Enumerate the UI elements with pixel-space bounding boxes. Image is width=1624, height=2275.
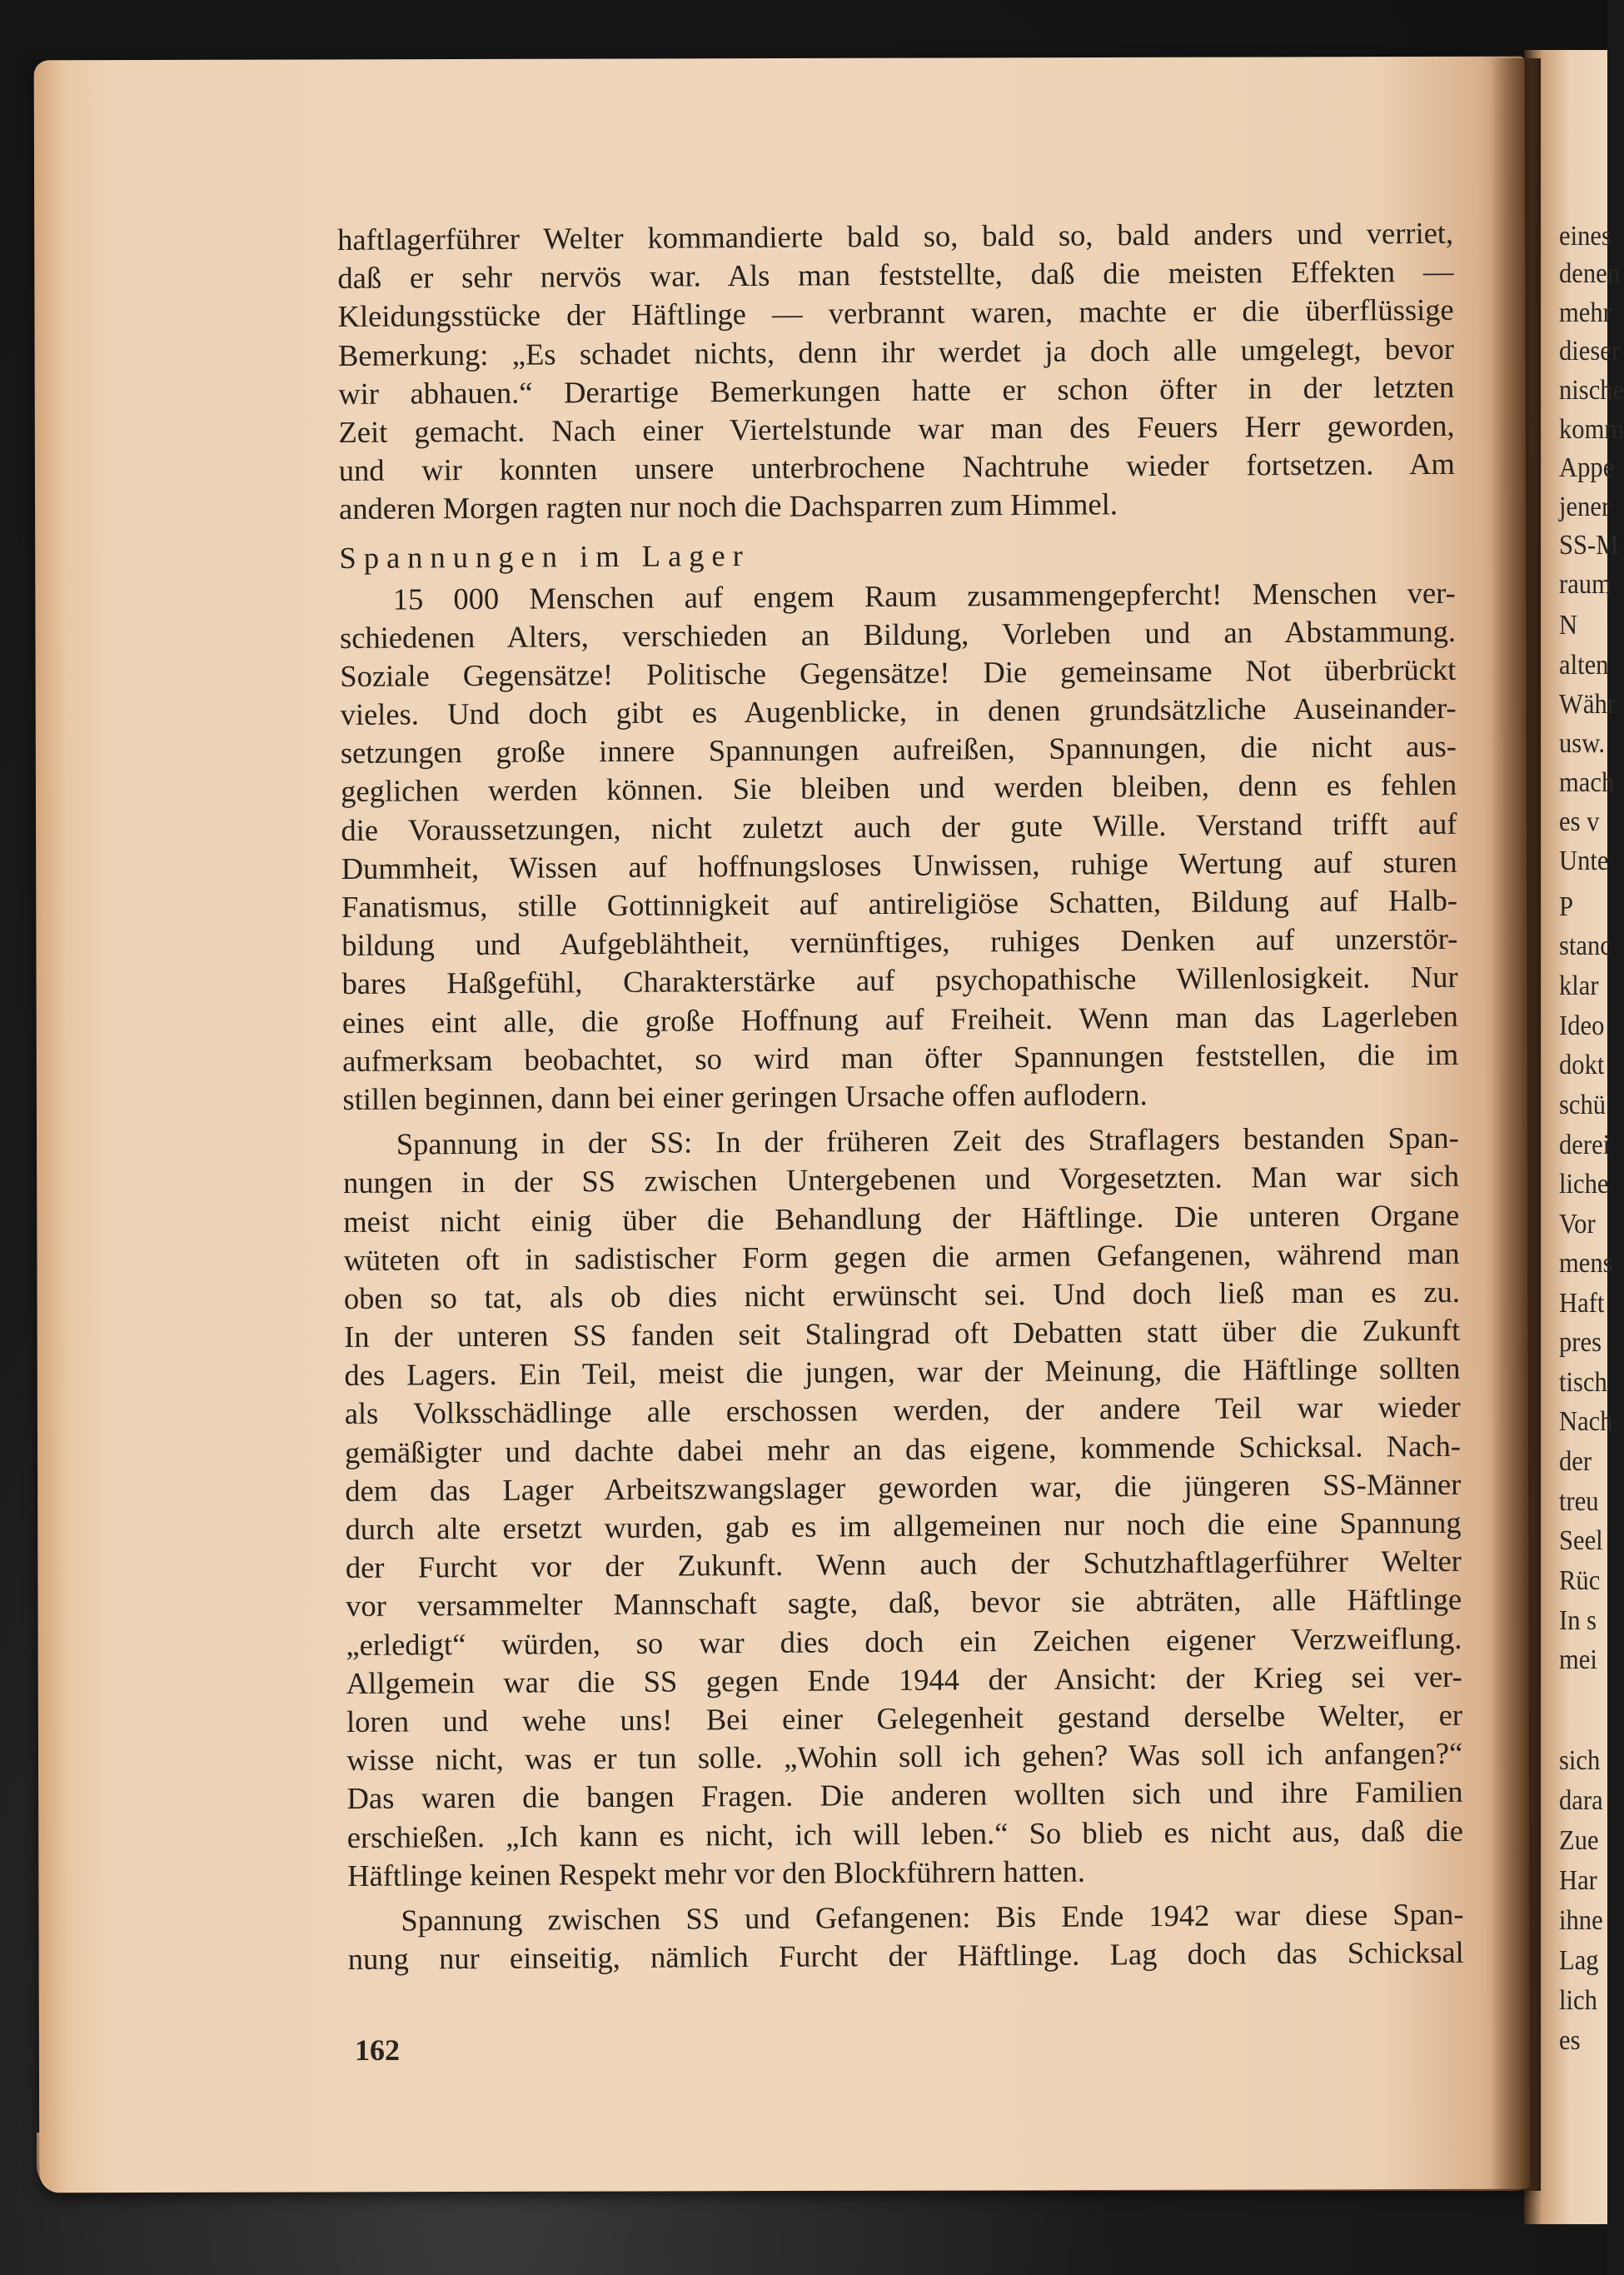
text-line: nung nur einseitig, nämlich Furcht der Häftlinge. Lag doch das Schicksal [347, 1934, 1464, 1977]
text-line: erschießen. „Ich kann es nicht, ich will leben.“ So blieb es nicht aus, daß die [346, 1813, 1463, 1854]
text-line: schiedenen Alters, verschieden an Bildung, Vorleben und an Abstammung. [339, 613, 1457, 655]
text-line: meist nicht einig über die Behandlung der Häftlinge. Die unteren Organe [343, 1197, 1460, 1239]
right-page-fragment: denen [1559, 258, 1621, 289]
text-line: Fanatismus, stille Gottinnigkeit auf antireligiöse Schatten, Bildung auf Halb- [341, 882, 1458, 924]
text-line: „erledigt“ würden, so war dies doch ein Zeichen eigener Verzweiflung. [346, 1620, 1462, 1662]
right-page-fragment: mehr [1559, 297, 1612, 328]
right-page-fragment: P [1559, 891, 1574, 922]
right-page-fragment: Zue [1559, 1825, 1599, 1856]
right-page-fragment: sich [1559, 1745, 1601, 1776]
right-page-fragment: eines [1559, 221, 1612, 252]
right-page-fragment: pres [1559, 1327, 1602, 1358]
right-page-fragment: dokt [1559, 1050, 1605, 1080]
text-line: Häftlinge keinen Respekt mehr vor den Blockführern hatten. [347, 1853, 1086, 1893]
right-page-fragment: Ideo [1559, 1010, 1605, 1041]
intro-paragraph [337, 214, 1455, 529]
paragraph-1 [340, 573, 1459, 1119]
right-page-fragment: In s [1559, 1605, 1597, 1636]
text-line: wir abhauen.“ Derartige Bemerkungen hatte er schon öfter in der letzten [338, 369, 1455, 411]
right-page-fragment: es [1559, 2025, 1581, 2056]
right-page-fragment: schü [1559, 1090, 1607, 1120]
text-line: vor versammelter Mannschaft sagte, daß, bevor sie abträten, alle Häftlinge [346, 1582, 1462, 1624]
text-line: wüteten oft in sadistischer Form gegen die armen Gefangenen, während man [343, 1235, 1460, 1277]
text-line: und wir konnten unsere unterbrochene Nachtruhe wieder fortsetzen. Am [338, 446, 1455, 488]
right-page-fragment: klar [1559, 970, 1599, 1001]
right-page-fragment: treu [1559, 1486, 1599, 1517]
right-page-fragment: der [1559, 1446, 1592, 1477]
right-page-fragment: mach [1559, 767, 1615, 798]
right-page-fragment: Rüc [1559, 1565, 1601, 1596]
text-line: 15 000 Menschen auf engem Raum zusammengepfercht! Menschen ver- [392, 575, 1456, 616]
text-line: bildung und Aufgeblähtheit, vernünftiges, ruhiges Denken auf unzerstör- [341, 920, 1458, 963]
page-text-block [337, 214, 1464, 1978]
right-page-fragment: dieser [1559, 336, 1621, 367]
section-heading: Spannungen im Lager [339, 537, 750, 575]
text-line: Soziale Gegensätze! Politische Gegensätze! Die gemeinsame Not überbrückt [340, 651, 1457, 693]
page-number: 162 [355, 2033, 400, 2067]
text-line: geglichen werden können. Sie bleiben und werden bleiben, denn es fehlen [341, 767, 1457, 809]
right-page-fragment: raum [1559, 569, 1612, 600]
right-page-fragment: komm [1559, 414, 1624, 445]
paragraph-2 [343, 1119, 1464, 1895]
text-line: aufmerksam beobachtet, so wird man öfter Spannungen feststellen, die im [342, 1036, 1459, 1078]
right-page-fragment: jener [1559, 491, 1611, 522]
text-line: wisse nicht, was er tun solle. „Wohin soll ich gehen? Was soll ich anfangen?“ [346, 1735, 1463, 1778]
text-line: vieles. Und doch gibt es Augenblicke, in denen grundsätzliche Auseinander- [340, 690, 1457, 732]
text-line: Dummheit, Wissen auf hoffnungsloses Unwissen, ruhige Wertung auf sturen [341, 844, 1457, 886]
right-page-fragment: nische [1559, 375, 1624, 406]
right-page-fragment: Unte [1559, 846, 1609, 876]
text-line: Bemerkung: „Es schadet nichts, denn ihr werdet ja doch alle umgelegt, bevor [337, 331, 1455, 372]
right-page-fragment: Har [1559, 1865, 1597, 1896]
text-line: des Lagers. Ein Teil, meist die jungen, war der Meinung, die Häftlinge sollten [344, 1351, 1461, 1393]
text-line: nungen in der SS zwischen Untergebenen und Vorgesetzten. Man war sich [342, 1159, 1460, 1200]
right-page-fragment: liche [1559, 1169, 1609, 1200]
text-line: stillen beginnen, dann bei einer geringen Ursache offen auflodern. [342, 1077, 1148, 1116]
right-page-fragment: Haft [1559, 1288, 1605, 1319]
text-line: Zeit gemacht. Nach einer Viertelstunde war man des Feuers Herr geworden, [338, 407, 1455, 449]
text-line: setzungen große innere Spannungen aufreißen, Spannungen, die nicht aus- [340, 729, 1457, 771]
right-page-fragment: alten [1559, 650, 1609, 681]
text-line: gemäßigter und dachte dabei mehr an das eigene, kommende Schicksal. Nach- [344, 1428, 1462, 1469]
text-line: Allgemein war die SS gegen Ende 1944 der Ansicht: der Krieg sei ver- [346, 1659, 1462, 1700]
text-line: Spannung zwischen SS und Gefangenen: Bis Ende 1942 war diese Span- [401, 1896, 1464, 1938]
text-line: dem das Lager Arbeitszwangslager geworden war, die jüngeren SS-Männer [345, 1466, 1462, 1508]
text-line: Spannung in der SS: In der früheren Zeit des Straflagers bestanden Span- [396, 1120, 1459, 1161]
right-page-fragment: Währ [1559, 689, 1616, 720]
text-line: bares Haßgefühl, Charakterstärke auf psychopathische Willenlosigkeit. Nur [341, 960, 1458, 1001]
text-line: als Volksschädlinge alle erschossen werden, der andere Teil war wieder [344, 1389, 1461, 1431]
text-line: In der unteren SS fanden seit Stalingrad oft Debatten statt über die Zukunft [344, 1312, 1461, 1355]
text-line: die Voraussetzungen, nicht zuletzt auch der gute Wille. Verstand trifft auf [341, 806, 1457, 847]
right-page-fragment: ihne [1559, 1905, 1603, 1936]
text-line: daß er sehr nervös war. Als man feststellte, daß die meisten Effekten — [337, 254, 1454, 296]
right-page-fragment: es v [1559, 806, 1600, 837]
right-page-fragment: derei [1559, 1130, 1611, 1160]
right-page-fragment: usw. [1559, 728, 1605, 759]
right-page-fragment: Lag [1559, 1945, 1599, 1976]
right-page-fragment: Appe [1559, 452, 1615, 483]
text-line: haftlagerführer Welter kommandierte bald so, bald so, bald anders und verriet, [337, 215, 1454, 257]
right-page-fragment: tisch [1559, 1367, 1607, 1398]
right-page-fragment: mens [1559, 1248, 1613, 1279]
text-line: der Furcht vor der Zukunft. Wenn auch der Schutzhaftlagerführer Welter [345, 1543, 1462, 1585]
right-page-fragment: mei [1559, 1644, 1597, 1675]
right-page-fragment: SS-M [1559, 530, 1619, 561]
right-page-fragment: Vor [1559, 1209, 1596, 1240]
right-page-fragment: Nach [1559, 1406, 1613, 1437]
right-page-fragment: dara [1559, 1785, 1603, 1816]
text-line: Das waren die bangen Fragen. Die anderen wollten sich und ihre Familien [346, 1774, 1463, 1816]
book-gutter [1491, 58, 1541, 2191]
right-page-fragment: N [1559, 610, 1578, 641]
right-page-fragment: Seel [1559, 1525, 1603, 1556]
paragraph-3 [347, 1895, 1464, 1979]
text-line: loren und wehe uns! Bei einer Gelegenheit gestand derselbe Welter, er [346, 1697, 1463, 1739]
text-line: Kleidungsstücke der Häftlinge — verbrannt waren, machte er die überflüssige [337, 292, 1454, 334]
right-page-fragment: stanc [1559, 930, 1612, 961]
right-page-fragment: lich [1559, 1985, 1597, 2016]
text-line: anderen Morgen ragten nur noch die Dachsparren zum Himmel. [338, 486, 1118, 526]
text-line: durch alte ersetzt wurden, gab es im allgemeinen nur noch die eine Spannung [345, 1504, 1462, 1546]
text-line: eines eint alle, die große Hoffnung auf Freiheit. Wenn man das Lagerleben [341, 998, 1458, 1040]
text-line: oben so tat, als ob dies nicht erwünscht sei. Und doch ließ man es zu. [343, 1274, 1461, 1315]
